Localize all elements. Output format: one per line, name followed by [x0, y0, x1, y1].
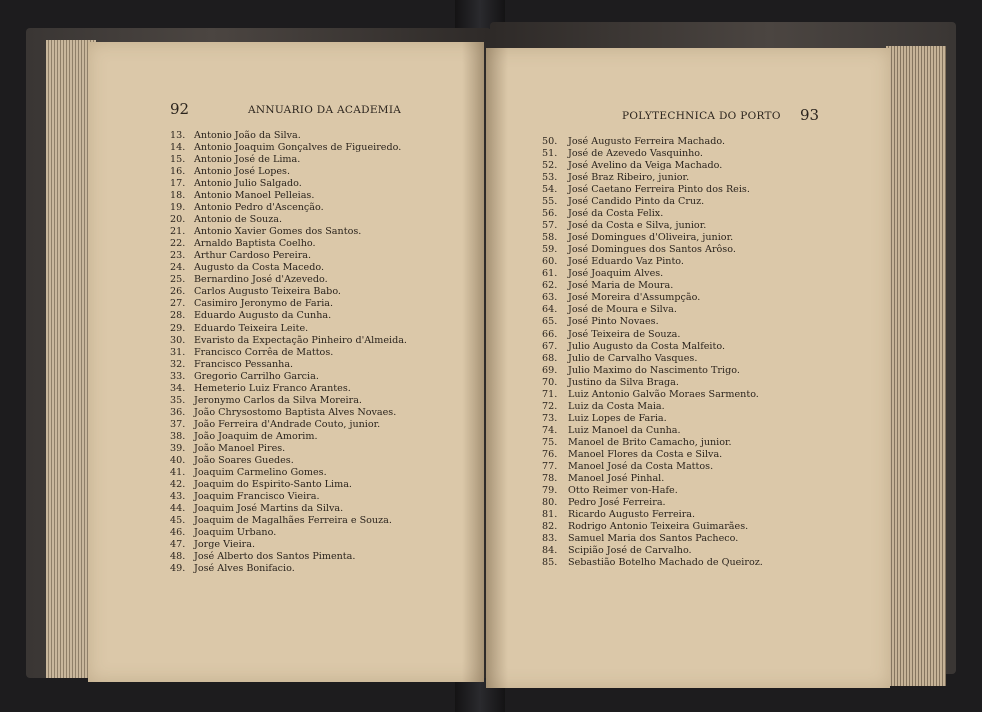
- entry-number: 61.: [542, 268, 558, 280]
- entry-name: Luiz Lopes de Faria.: [568, 412, 667, 424]
- entry-number: 18.: [170, 190, 186, 202]
- entry-number: 76.: [542, 448, 558, 460]
- entry-name: Carlos Augusto Teixeira Babo.: [194, 286, 341, 298]
- entry-name: José Avelino da Veiga Machado.: [568, 160, 723, 172]
- entry-name: Rodrigo Antonio Teixeira Guimarães.: [568, 521, 749, 532]
- entry-name: Antonio José Lopes.: [194, 166, 291, 178]
- entry-name: Francisco Pessanha.: [194, 358, 294, 370]
- entry-number: 15.: [170, 154, 186, 166]
- entry-number: 46.: [170, 527, 186, 539]
- entry-name: João Chrysostomo Baptista Alves Novaes.: [194, 406, 397, 418]
- entry-number: 19.: [170, 202, 186, 214]
- entry-number: 42.: [170, 478, 186, 490]
- entry-number: 62.: [542, 280, 558, 292]
- gutter-shadow: [462, 42, 484, 682]
- entry-name: José da Costa e Silva, junior.: [568, 220, 707, 232]
- list-item: [170, 503, 407, 515]
- entry-name: Augusto da Costa Macedo.: [194, 262, 324, 274]
- entry-name: José Maria de Moura.: [568, 280, 674, 292]
- list-item: [542, 172, 763, 184]
- list-item: [170, 443, 407, 455]
- list-item: [542, 425, 763, 437]
- entry-number: 52.: [542, 160, 558, 172]
- entry-name: João Joaquim de Amorim.: [194, 430, 318, 442]
- entry-number: 66.: [542, 328, 558, 340]
- entry-number: 16.: [170, 166, 186, 178]
- list-item: [542, 304, 763, 316]
- entry-number: 51.: [542, 148, 558, 160]
- entry-number: 56.: [542, 208, 558, 220]
- list-item: [170, 202, 407, 214]
- entry-number: 39.: [170, 442, 186, 454]
- list-item: [170, 395, 407, 407]
- list-item: [542, 244, 763, 256]
- entry-number: 63.: [542, 292, 558, 304]
- entry-name: Samuel Maria dos Santos Pacheco.: [568, 533, 739, 545]
- list-item: [170, 238, 407, 250]
- entry-number: 45.: [170, 515, 186, 526]
- entry-name: Pedro José Ferreira.: [568, 496, 666, 508]
- entry-name: Joaquim Urbano.: [194, 527, 277, 539]
- list-item: [170, 274, 407, 286]
- entry-name: José Candido Pinto da Cruz.: [568, 196, 705, 208]
- entry-number: 23.: [170, 250, 186, 262]
- list-item: [542, 377, 763, 389]
- entry-name: Manoel de Brito Camacho, junior.: [568, 436, 732, 448]
- entry-number: 78.: [542, 472, 558, 484]
- list-item: [542, 232, 763, 244]
- entry-number: 54.: [542, 184, 558, 196]
- list-item: [542, 208, 763, 220]
- entry-name: João Soares Guedes.: [194, 454, 294, 466]
- list-item: [542, 329, 763, 341]
- list-item: [542, 461, 763, 473]
- entry-number: 67.: [542, 340, 558, 352]
- list-item: [542, 136, 763, 148]
- entry-name: Joaquim de Magalhães Ferreira e Souza.: [194, 515, 392, 526]
- entry-name: Julio de Carvalho Vasques.: [568, 352, 698, 364]
- entry-number: 49.: [170, 563, 186, 575]
- left-page-number: 92: [170, 100, 190, 118]
- list-item: [170, 262, 407, 274]
- list-item: [170, 371, 407, 383]
- entry-name: Bernardino José d'Azevedo.: [194, 274, 328, 286]
- entry-name: José da Costa Felix.: [568, 208, 664, 220]
- entry-number: 38.: [170, 430, 186, 442]
- list-item: [170, 286, 407, 298]
- list-item: [542, 497, 763, 509]
- list-item: [170, 142, 407, 154]
- entry-number: 64.: [542, 304, 558, 316]
- list-item: [170, 154, 407, 166]
- entry-number: 17.: [170, 178, 186, 190]
- entry-name: José Domingues d'Oliveira, junior.: [568, 232, 734, 244]
- list-item: [170, 323, 407, 335]
- entry-number: 68.: [542, 352, 558, 364]
- entry-name: Arnaldo Baptista Coelho.: [194, 238, 316, 250]
- entry-name: Antonio Joaquim Gonçalves de Figueiredo.: [194, 142, 402, 154]
- entry-name: Sebastião Botelho Machado de Queiroz.: [568, 557, 763, 569]
- list-item: [542, 401, 763, 413]
- entry-name: Francisco Corrêa de Mattos.: [194, 346, 334, 358]
- list-item: [542, 449, 763, 461]
- entry-name: José Teixeira de Souza.: [568, 328, 681, 340]
- list-item: [542, 353, 763, 365]
- entry-number: 83.: [542, 533, 558, 545]
- right-running-head: POLYTECHNICA DO PORTO: [622, 110, 781, 122]
- right-page-number: 93: [800, 106, 820, 124]
- entry-number: 33.: [170, 370, 186, 382]
- list-item: [542, 437, 763, 449]
- list-item: [170, 419, 407, 431]
- entry-number: 27.: [170, 298, 186, 310]
- left-name-list: [170, 130, 407, 575]
- list-item: [170, 539, 407, 551]
- entry-name: José Domingues dos Santos Arôso.: [568, 244, 736, 256]
- list-item: [170, 383, 407, 395]
- entry-number: 60.: [542, 256, 558, 268]
- entry-number: 48.: [170, 551, 186, 563]
- list-item: [170, 455, 407, 467]
- entry-number: 84.: [542, 545, 558, 557]
- entry-name: Jorge Vieira.: [194, 539, 256, 551]
- entry-name: Antonio Manoel Pelleias.: [194, 190, 315, 202]
- entry-name: Evaristo da Expectação Pinheiro d'Almeida.: [194, 334, 407, 346]
- list-item: [170, 479, 407, 491]
- entry-name: Luiz da Costa Maia.: [568, 400, 665, 412]
- list-item: [542, 280, 763, 292]
- entry-number: 80.: [542, 496, 558, 508]
- list-item: [542, 509, 763, 521]
- entry-number: 29.: [170, 322, 186, 334]
- list-item: [170, 190, 407, 202]
- entry-number: 72.: [542, 400, 558, 412]
- entry-name: Antonio de Souza.: [194, 214, 283, 226]
- entry-name: Gregorio Carrilho Garcia.: [194, 370, 319, 382]
- entry-number: 26.: [170, 286, 186, 298]
- list-item: [170, 467, 407, 479]
- list-item: [542, 485, 763, 497]
- entry-number: 36.: [170, 406, 186, 418]
- entry-number: 82.: [542, 521, 558, 532]
- left-running-head: ANNUARIO DA ACADEMIA: [248, 104, 402, 116]
- list-item: [170, 310, 407, 322]
- entry-name: Antonio Pedro d'Ascenção.: [194, 202, 324, 214]
- list-item: [170, 359, 407, 371]
- entry-name: Eduardo Augusto da Cunha.: [194, 310, 332, 322]
- entry-number: 50.: [542, 136, 558, 147]
- list-item: [170, 347, 407, 359]
- list-item: [542, 316, 763, 328]
- list-item: [542, 220, 763, 232]
- entry-name: José Alves Bonifacio.: [194, 563, 295, 575]
- list-item: [542, 196, 763, 208]
- list-item: [170, 515, 407, 527]
- entry-number: 32.: [170, 358, 186, 370]
- entry-name: Antonio João da Silva.: [194, 130, 301, 141]
- entry-number: 22.: [170, 238, 186, 250]
- entry-name: Joaquim Francisco Vieira.: [194, 490, 320, 502]
- entry-name: Casimiro Jeronymo de Faria.: [194, 298, 334, 310]
- list-item: [170, 335, 407, 347]
- list-item: [542, 160, 763, 172]
- list-item: [170, 178, 407, 190]
- entry-name: Scipião José de Carvalho.: [568, 545, 692, 557]
- list-item: [542, 413, 763, 425]
- list-item: [542, 184, 763, 196]
- entry-number: 57.: [542, 220, 558, 232]
- entry-number: 14.: [170, 142, 186, 154]
- entry-name: Ricardo Augusto Ferreira.: [568, 508, 696, 520]
- entry-name: Luiz Manoel da Cunha.: [568, 424, 681, 436]
- list-item: [542, 256, 763, 268]
- entry-name: Joaquim José Martins da Silva.: [194, 502, 344, 514]
- entry-name: Julio Maximo do Nascimento Trigo.: [568, 364, 740, 376]
- entry-number: 55.: [542, 196, 558, 208]
- list-item: [170, 407, 407, 419]
- entry-number: 79.: [542, 484, 558, 496]
- entry-number: 47.: [170, 539, 186, 551]
- entry-number: 69.: [542, 364, 558, 376]
- right-page: [486, 48, 890, 688]
- entry-name: José Alberto dos Santos Pimenta.: [194, 551, 356, 563]
- list-item: [542, 473, 763, 485]
- entry-name: José Moreira d'Assumpção.: [568, 292, 701, 304]
- list-item: [170, 563, 407, 575]
- left-page: [88, 42, 484, 682]
- list-item: [170, 226, 407, 238]
- entry-number: 41.: [170, 466, 186, 478]
- right-name-list: [542, 136, 763, 569]
- list-item: [542, 521, 763, 533]
- entry-number: 37.: [170, 418, 186, 430]
- entry-name: José Braz Ribeiro, junior.: [568, 172, 690, 184]
- entry-name: Eduardo Teixeira Leite.: [194, 322, 309, 334]
- list-item: [170, 298, 407, 310]
- entry-number: 70.: [542, 376, 558, 388]
- entry-name: Julio Augusto da Costa Malfeito.: [568, 340, 726, 352]
- entry-name: José de Moura e Silva.: [568, 304, 677, 316]
- entry-name: Joaquim do Espirito-Santo Lima.: [194, 478, 352, 490]
- list-item: [170, 491, 407, 503]
- entry-number: 59.: [542, 244, 558, 256]
- list-item: [170, 551, 407, 563]
- entry-number: 81.: [542, 508, 558, 520]
- entry-number: 28.: [170, 310, 186, 322]
- entry-number: 31.: [170, 346, 186, 358]
- entry-number: 34.: [170, 382, 186, 394]
- entry-name: Otto Reimer von-Hafe.: [568, 484, 678, 496]
- right-page-edges: [886, 46, 946, 686]
- list-item: [170, 527, 407, 539]
- entry-name: José Augusto Ferreira Machado.: [568, 136, 725, 147]
- gutter-shadow: [486, 48, 508, 688]
- entry-number: 24.: [170, 262, 186, 274]
- list-item: [170, 431, 407, 443]
- entry-name: João Ferreira d'Andrade Couto, junior.: [194, 418, 381, 430]
- entry-name: José Eduardo Vaz Pinto.: [568, 256, 684, 268]
- entry-name: Antonio José de Lima.: [194, 154, 301, 166]
- entry-number: 77.: [542, 460, 558, 472]
- entry-number: 53.: [542, 172, 558, 184]
- list-item: [170, 214, 407, 226]
- entry-number: 74.: [542, 424, 558, 436]
- entry-name: Joaquim Carmelino Gomes.: [194, 466, 327, 478]
- entry-number: 65.: [542, 316, 558, 328]
- entry-number: 73.: [542, 412, 558, 424]
- entry-number: 71.: [542, 388, 558, 400]
- entry-name: Hemeterio Luiz Franco Arantes.: [194, 382, 351, 394]
- entry-name: Arthur Cardoso Pereira.: [194, 250, 312, 262]
- entry-number: 44.: [170, 502, 186, 514]
- entry-name: Jeronymo Carlos da Silva Moreira.: [194, 394, 362, 406]
- entry-name: José Pinto Novaes.: [568, 316, 659, 328]
- list-item: [542, 341, 763, 353]
- list-item: [170, 130, 407, 142]
- list-item: [542, 268, 763, 280]
- list-item: [542, 545, 763, 557]
- entry-name: Manoel José Pinhal.: [568, 472, 665, 484]
- entry-name: Antonio Julio Salgado.: [194, 178, 302, 190]
- entry-name: José Joaquim Alves.: [568, 268, 664, 280]
- entry-name: Manoel José da Costa Mattos.: [568, 460, 714, 472]
- entry-name: Justino da Silva Braga.: [568, 376, 679, 388]
- entry-name: José Caetano Ferreira Pinto dos Reis.: [568, 184, 750, 196]
- entry-number: 43.: [170, 490, 186, 502]
- entry-number: 85.: [542, 557, 558, 569]
- entry-number: 21.: [170, 226, 186, 238]
- list-item: [542, 389, 763, 401]
- entry-number: 75.: [542, 436, 558, 448]
- list-item: [542, 148, 763, 160]
- list-item: [542, 365, 763, 377]
- list-item: [542, 533, 763, 545]
- entry-name: Antonio Xavier Gomes dos Santos.: [194, 226, 362, 238]
- list-item: [170, 250, 407, 262]
- entry-name: Luiz Antonio Galvão Moraes Sarmento.: [568, 388, 759, 400]
- entry-name: José de Azevedo Vasquinho.: [568, 148, 703, 160]
- list-item: [170, 166, 407, 178]
- entry-number: 25.: [170, 274, 186, 286]
- entry-name: Manoel Flores da Costa e Silva.: [568, 448, 723, 460]
- entry-number: 40.: [170, 454, 186, 466]
- entry-number: 13.: [170, 130, 186, 141]
- entry-name: João Manoel Pires.: [194, 442, 286, 454]
- entry-number: 35.: [170, 394, 186, 406]
- entry-number: 20.: [170, 214, 186, 226]
- entry-number: 30.: [170, 334, 186, 346]
- entry-number: 58.: [542, 232, 558, 244]
- list-item: [542, 292, 763, 304]
- list-item: [542, 557, 763, 569]
